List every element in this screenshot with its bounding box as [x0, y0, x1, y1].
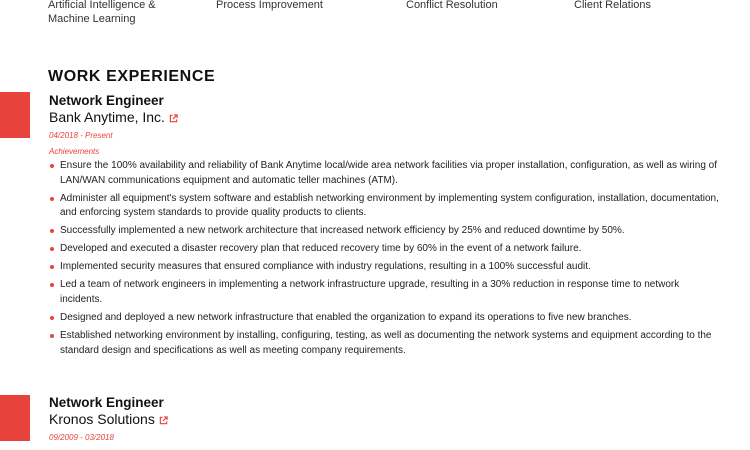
company-name	[49, 109, 178, 126]
company-name-text: Bank Anytime, Inc.	[49, 109, 165, 125]
company-name	[49, 411, 168, 428]
achievements-subheading: Achievements	[49, 147, 100, 156]
achievement-item: Established networking environment by installing, configuring, testing, as well as documenting the network systems and equipment according to the standard design and specifications as well as meeting company requirements.	[49, 329, 719, 358]
job-accent-bar	[0, 92, 30, 138]
achievement-item: Ensure the 100% availability and reliability of Bank Anytime local/wide area network facilities via proper installation, configuration, as well as wiring of LAN/WAN communications equipment and automatic teller machines (ATM).	[49, 159, 719, 188]
achievement-item: Developed and executed a disaster recovery plan that reduced recovery time by 60% in the event of a network failure.	[49, 242, 719, 257]
skills-row	[48, 0, 728, 28]
skill-item: Artificial Intelligence & Machine Learning	[48, 0, 156, 25]
job-title: Network Engineer	[49, 395, 164, 410]
skill-item: Client Relations	[574, 0, 652, 11]
achievement-item: Successfully implemented a new network architecture that increased network efficiency by 25% and reduced downtime by 50%.	[49, 224, 719, 239]
job-dates: 04/2018 - Present	[49, 131, 113, 140]
job-dates: 09/2009 - 03/2018	[49, 433, 114, 442]
achievement-item: Led a team of network engineers in implementing a network infrastructure upgrade, resulting in a 30% reduction in response time to network incidents.	[49, 278, 719, 307]
company-name-text: Kronos Solutions	[49, 411, 155, 427]
job-title: Network Engineer	[49, 93, 164, 108]
achievement-item: Designed and deployed a new network infrastructure that enabled the organization to expand its operations to five new branches.	[49, 311, 719, 326]
external-link-icon[interactable]	[159, 412, 168, 428]
external-link-icon[interactable]	[169, 110, 178, 126]
achievement-item: Implemented security measures that ensured compliance with industry regulations, resulting in a 100% successful audit.	[49, 260, 719, 275]
skill-item: Process Improvement	[216, 0, 323, 11]
achievement-item: Administer all equipment's system software and establish networking environment by implementing system configuration, installation, documentation, and enforcing system standards to provide quality products to clients.	[49, 192, 719, 221]
skill-item: Conflict Resolution	[406, 0, 498, 11]
job-accent-bar	[0, 395, 30, 441]
achievements-list	[49, 159, 719, 362]
section-heading-work-experience: WORK EXPERIENCE	[48, 68, 216, 85]
